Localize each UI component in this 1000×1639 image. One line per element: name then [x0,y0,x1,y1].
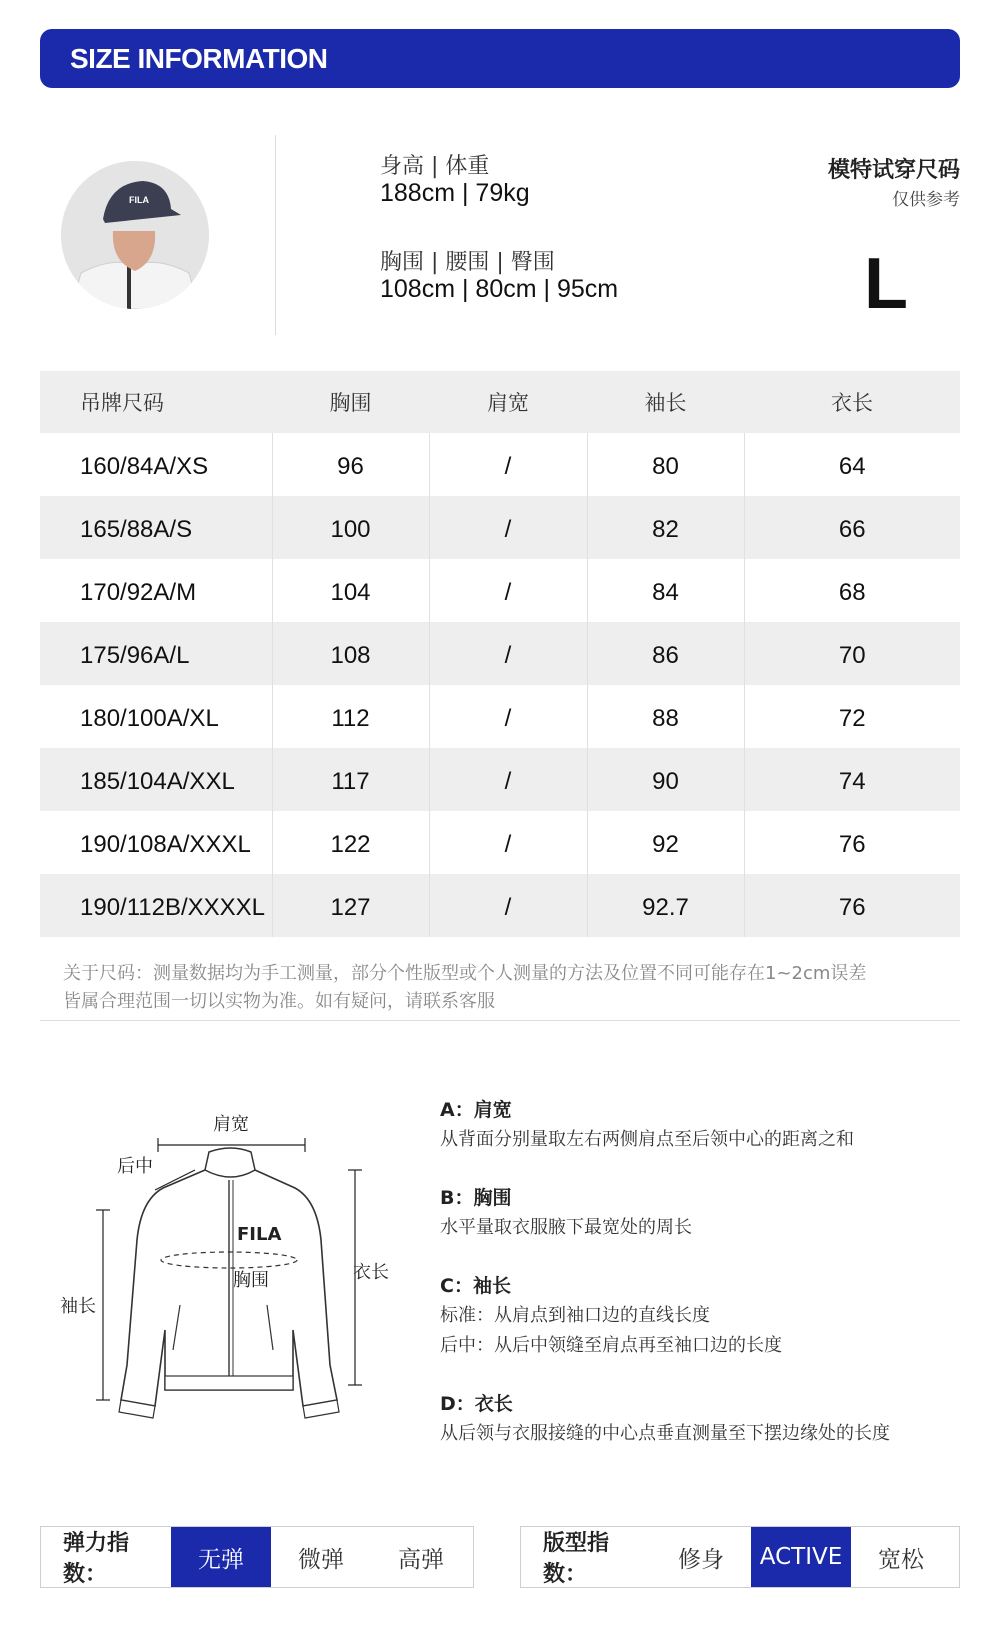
table-row [40,811,960,874]
cell-shoulder: / [429,811,587,874]
cell-shoulder: / [429,433,587,496]
definition-text: 水平量取衣服腋下最宽处的周长 [440,1217,692,1238]
size-table [40,371,960,937]
definition-title: B：胸围 [440,1187,512,1209]
definition-text: 从背面分别量取左右两侧肩点至后领中心的距离之和 [440,1129,854,1150]
table-row [40,433,960,496]
cell-length: 64 [744,433,960,496]
table-row [40,874,960,937]
note-line-1: 关于尺码：测量数据均为手工测量，部分个性版型或个人测量的方法及位置不同可能存在1~2cm误差 [63,963,867,984]
fit-size: L [864,244,908,324]
header-chest: 胸围 [272,371,429,433]
table-header-row [40,371,960,433]
fit-subtitle: 仅供参考 [892,190,960,210]
cell-chest: 127 [272,874,429,937]
cell-chest: 117 [272,748,429,811]
label-chest: 胸围 [233,1270,269,1291]
label-sleeve: 袖长 [60,1296,96,1317]
elasticity-option-none[interactable]: 无弹 [171,1527,271,1587]
cell-sleeve: 84 [587,559,744,622]
cell-shoulder: / [429,559,587,622]
cell-chest: 108 [272,622,429,685]
cell-chest: 96 [272,433,429,496]
model-avatar [61,161,209,309]
table-row [40,685,960,748]
cell-size: 160/84A/XS [80,452,209,480]
cell-shoulder: / [429,748,587,811]
cell-size: 185/104A/XXL [40,748,272,811]
definition-shoulder [440,1095,960,1155]
definition-title: C：袖长 [440,1275,511,1297]
cell-length: 68 [744,559,960,622]
table-row [40,559,960,622]
definition-length [440,1389,960,1449]
divider [275,135,276,335]
header-length: 衣长 [744,371,960,433]
note-line-2: 皆属合理范围一切以实物为准。如有疑问，请联系客服 [63,991,495,1012]
fit-option-slim[interactable]: 修身 [678,1546,724,1573]
fit-option-loose[interactable]: 宽松 [878,1546,924,1573]
height-weight-value: 188cm | 79kg [380,179,530,207]
cell-chest: 122 [272,811,429,874]
definition-title: D：衣长 [440,1393,513,1415]
definition-text: 标准：从肩点到袖口边的直线长度 [440,1305,710,1326]
header-bar [40,29,960,88]
model-info [40,135,960,335]
fit-option-active[interactable]: ACTIVE [751,1527,851,1587]
elasticity-index [40,1526,474,1588]
measurements-label: 胸围 | 腰围 | 臀围 [380,250,555,275]
cell-length: 74 [744,748,960,811]
measurements-value: 108cm | 80cm | 95cm [380,275,619,303]
table-row [40,622,960,685]
height-weight-label: 身高 | 体重 [380,154,490,179]
elasticity-option-high[interactable]: 高弹 [398,1546,444,1573]
cell-length: 66 [744,496,960,559]
cell-length: 72 [744,685,960,748]
elasticity-option-slight[interactable]: 微弹 [298,1546,344,1573]
definition-chest [440,1183,960,1243]
cell-sleeve: 86 [587,622,744,685]
header-shoulder: 肩宽 [429,371,587,433]
cell-size: 170/92A/M [80,578,197,606]
cell-length: 70 [744,622,960,685]
cell-sleeve: 82 [587,496,744,559]
cell-chest: 112 [272,685,429,748]
size-note [63,960,953,1016]
cell-size: 165/88A/S [40,496,272,559]
cell-sleeve: 88 [587,685,744,748]
label-shoulder: 肩宽 [213,1114,249,1135]
elasticity-label: 弹力指数： [63,1531,130,1587]
label-length: 衣长 [353,1262,389,1283]
fit-index [520,1526,960,1588]
definition-sleeve [440,1271,960,1361]
header-tag-size: 吊牌尺码 [40,371,272,433]
fit-index-label: 版型指数： [543,1531,610,1587]
cell-sleeve: 80 [587,433,744,496]
cell-size: 190/112B/XXXXL [40,874,272,937]
cell-sleeve: 90 [587,748,744,811]
header-sleeve: 袖长 [587,371,744,433]
fit-title: 模特试穿尺码 [827,158,960,183]
jacket-diagram [55,1100,425,1430]
label-back-center: 后中 [117,1156,153,1177]
cell-shoulder: / [429,496,587,559]
cell-shoulder: / [429,685,587,748]
cell-size: 180/100A/XL [80,704,219,732]
cell-chest: 100 [272,496,429,559]
table-row [40,496,960,559]
cell-size: 175/96A/L [40,622,272,685]
cell-sleeve: 92.7 [587,874,744,937]
svg-text:FILA: FILA [129,195,149,205]
jacket-logo: FILA [237,1224,282,1245]
cell-size: 190/108A/XXXL [80,830,251,858]
header-title: SIZE INFORMATION [70,42,328,74]
table-row [40,748,960,811]
definition-text: 从后领与衣服接缝的中心点垂直测量至下摆边缘处的长度 [440,1423,890,1444]
cell-length: 76 [744,811,960,874]
definition-text: 后中：从后中领缝至肩点再至袖口边的长度 [440,1335,782,1356]
cell-sleeve: 92 [587,811,744,874]
cell-chest: 104 [272,559,429,622]
cell-length: 76 [744,874,960,937]
cell-shoulder: / [429,874,587,937]
definition-title: A：肩宽 [440,1099,512,1121]
divider [40,1020,960,1021]
cell-shoulder: / [429,622,587,685]
